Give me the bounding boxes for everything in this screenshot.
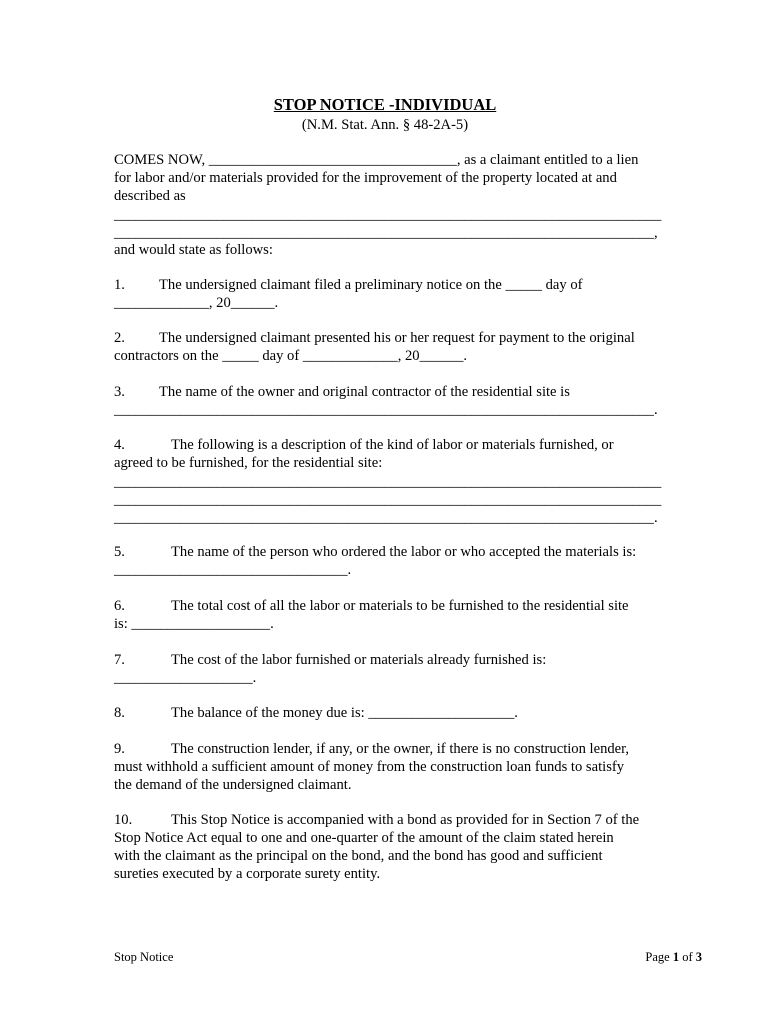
blank-line: ___________________________________________________________________________ xyxy=(114,207,662,223)
item-text: Stop Notice Act equal to one and one-quarter of the amount of the claim stated herein xyxy=(114,830,614,846)
intro-line: and would state as follows: xyxy=(114,242,273,258)
document-title: STOP NOTICE -INDIVIDUAL xyxy=(273,95,497,114)
item-text: The name of the person who ordered the labor or who accepted the materials is: xyxy=(171,544,637,560)
item-number: 1. xyxy=(114,277,125,293)
item-text: The total cost of all the labor or materials to be furnished to the residential site xyxy=(171,598,629,614)
page-total: 3 xyxy=(695,950,702,964)
item-number: 6. xyxy=(114,598,125,614)
item-text: _____________, 20______. xyxy=(114,295,279,311)
item-number: 3. xyxy=(114,384,125,400)
item-text: The undersigned claimant presented his or her request for payment to the original xyxy=(159,330,635,346)
blank-line: ___________________________________________________________________________ xyxy=(114,492,662,508)
item-text: must withhold a sufficient amount of money from the construction loan funds to satisfy xyxy=(114,759,625,775)
blank-line: ________________________________. xyxy=(114,562,352,578)
item-text: the demand of the undersigned claimant. xyxy=(114,777,352,793)
item-number: 10. xyxy=(114,812,133,828)
intro-line: for labor and/or materials provided for the improvement of the property located at and xyxy=(114,170,617,186)
blank-line: __________________________________________________________________________. xyxy=(114,402,658,418)
item-text: contractors on the _____ day of _____________, 20______. xyxy=(114,348,468,364)
intro-line: described as xyxy=(114,188,186,204)
item-text: The name of the owner and original contractor of the residential site is xyxy=(159,384,570,400)
item-number: 4. xyxy=(114,437,125,453)
statute-citation: (N.M. Stat. Ann. § 48-2A-5) xyxy=(301,117,469,133)
item-number: 7. xyxy=(114,652,125,668)
item-number: 8. xyxy=(114,705,125,721)
item-text: The cost of the labor furnished or materials already furnished is: xyxy=(171,652,547,668)
page-number: 1 xyxy=(672,950,680,964)
page-prefix: Page xyxy=(645,950,673,964)
page-indicator xyxy=(645,948,702,966)
item-number: 9. xyxy=(114,741,125,757)
footer-doc-name: Stop Notice xyxy=(114,950,174,964)
blank-line: ___________________. xyxy=(114,670,257,686)
item-text: The balance of the money due is: ____________________. xyxy=(171,705,518,721)
item-text: agreed to be furnished, for the residential site: xyxy=(114,455,383,471)
blank-line: __________________________________________________________________________, xyxy=(114,225,658,241)
item-text: The following is a description of the kind of labor or materials furnished, or xyxy=(171,437,614,453)
page-of: of xyxy=(679,950,696,964)
item-number: 5. xyxy=(114,544,125,560)
blank-line: __________________________________________________________________________. xyxy=(114,510,658,526)
item-text: sureties executed by a corporate surety entity. xyxy=(114,866,381,882)
item-text: with the claimant as the principal on the bond, and the bond has good and sufficient xyxy=(114,848,603,864)
blank-line: ___________________________________________________________________________ xyxy=(114,474,662,490)
item-text: The undersigned claimant filed a preliminary notice on the _____ day of xyxy=(159,277,583,293)
intro-line: COMES NOW, __________________________________, as a claimant entitled to a lien xyxy=(114,152,639,168)
item-text: The construction lender, if any, or the owner, if there is no construction lender, xyxy=(171,741,630,757)
item-number: 2. xyxy=(114,330,125,346)
item-text: This Stop Notice is accompanied with a bond as provided for in Section 7 of the xyxy=(171,812,640,828)
item-text: is: ___________________. xyxy=(114,616,274,632)
